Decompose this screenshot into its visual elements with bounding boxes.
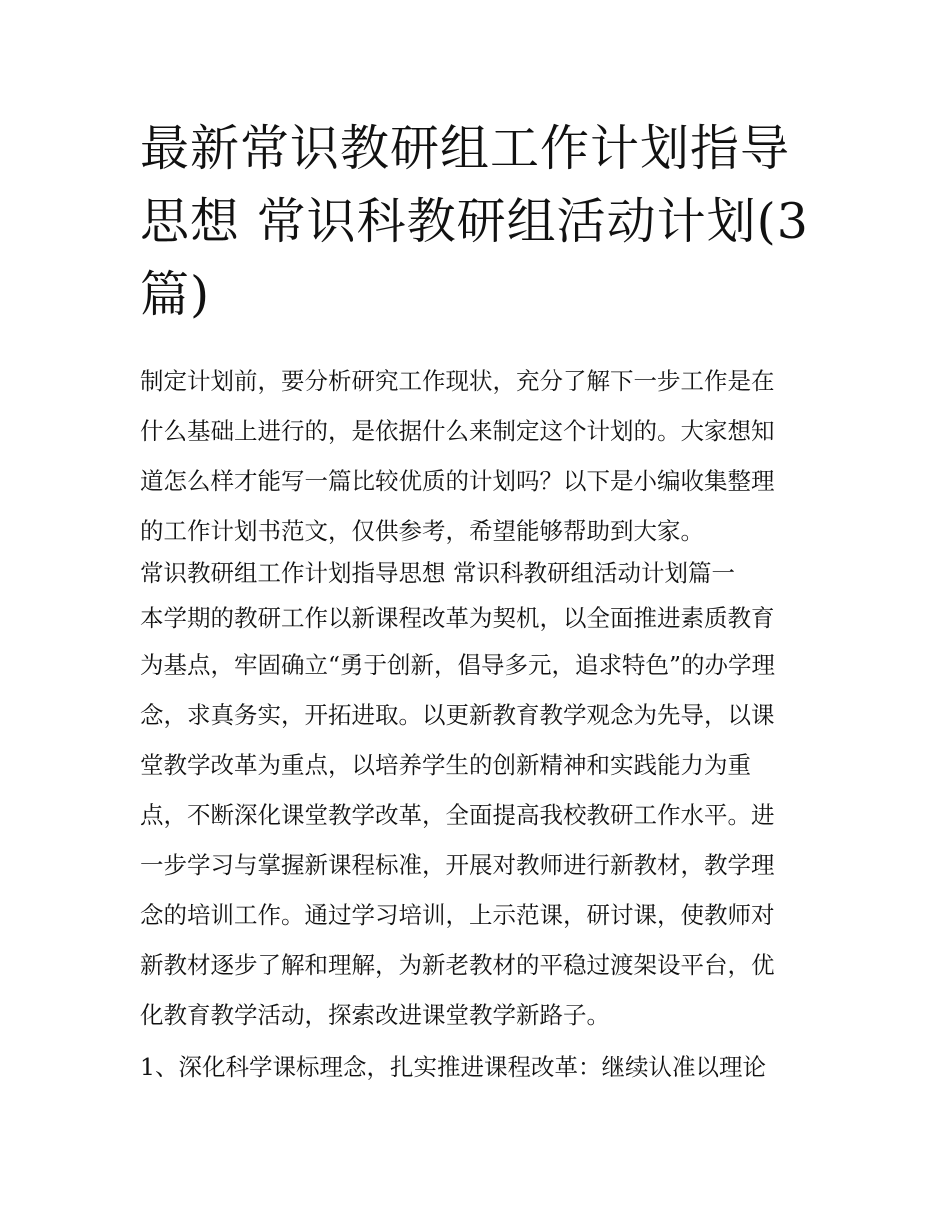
- title-line-2: 思想 常识科教研组活动计划(3: [140, 193, 809, 250]
- title-line-1: 最新常识教研组工作计划指导: [140, 120, 791, 177]
- body-line: 念，求真务实，开拓进取。以更新教育教学观念为先导，以课: [140, 701, 775, 729]
- document-body: [140, 356, 830, 1092]
- body-line: 一步学习与掌握新课程标准，开展对教师进行新教材，教学理: [140, 851, 775, 879]
- body-line: 点，不断深化课堂教学改革，全面提高我校教研工作水平。进: [140, 801, 775, 829]
- section-heading-text: 常识教研组工作计划指导思想 常识科教研组活动计划篇一: [140, 559, 735, 587]
- body-line: 为基点，牢固确立“勇于创新，倡导多元，追求特色”的办学理: [140, 651, 776, 679]
- intro-paragraph: [140, 356, 830, 550]
- list-item-paragraph: [140, 1042, 830, 1092]
- list-item-1: 1、深化科学课标理念，扎实推进课程改革：继续认准以理论: [140, 1053, 766, 1081]
- section-body-paragraph: [140, 596, 830, 1040]
- intro-line: 什么基础上进行的，是依据什么来制定这个计划的。大家想知: [140, 417, 775, 445]
- document-title: [140, 112, 820, 331]
- body-line: 化教育教学活动，探索改进课堂教学新路子。: [140, 1001, 610, 1029]
- body-line: 堂教学改革为重点，以培养学生的创新精神和实践能力为重: [140, 751, 751, 779]
- intro-line: 制定计划前，要分析研究工作现状，充分了解下一步工作是在: [140, 367, 775, 395]
- intro-line: 道怎么样才能写一篇比较优质的计划吗？以下是小编收集整理: [140, 467, 775, 495]
- body-line: 念的培训工作。通过学习培训，上示范课，研讨课，使教师对: [140, 901, 775, 929]
- body-line: 本学期的教研工作以新课程改革为契机，以全面推进素质教育: [140, 604, 775, 632]
- body-line: 新教材逐步了解和理解，为新老教材的平稳过渡架设平台，优: [140, 951, 775, 979]
- intro-line: 的工作计划书范文，仅供参考，希望能够帮助到大家。: [140, 517, 704, 545]
- title-line-3: 篇): [140, 266, 211, 323]
- section-heading: [140, 550, 830, 596]
